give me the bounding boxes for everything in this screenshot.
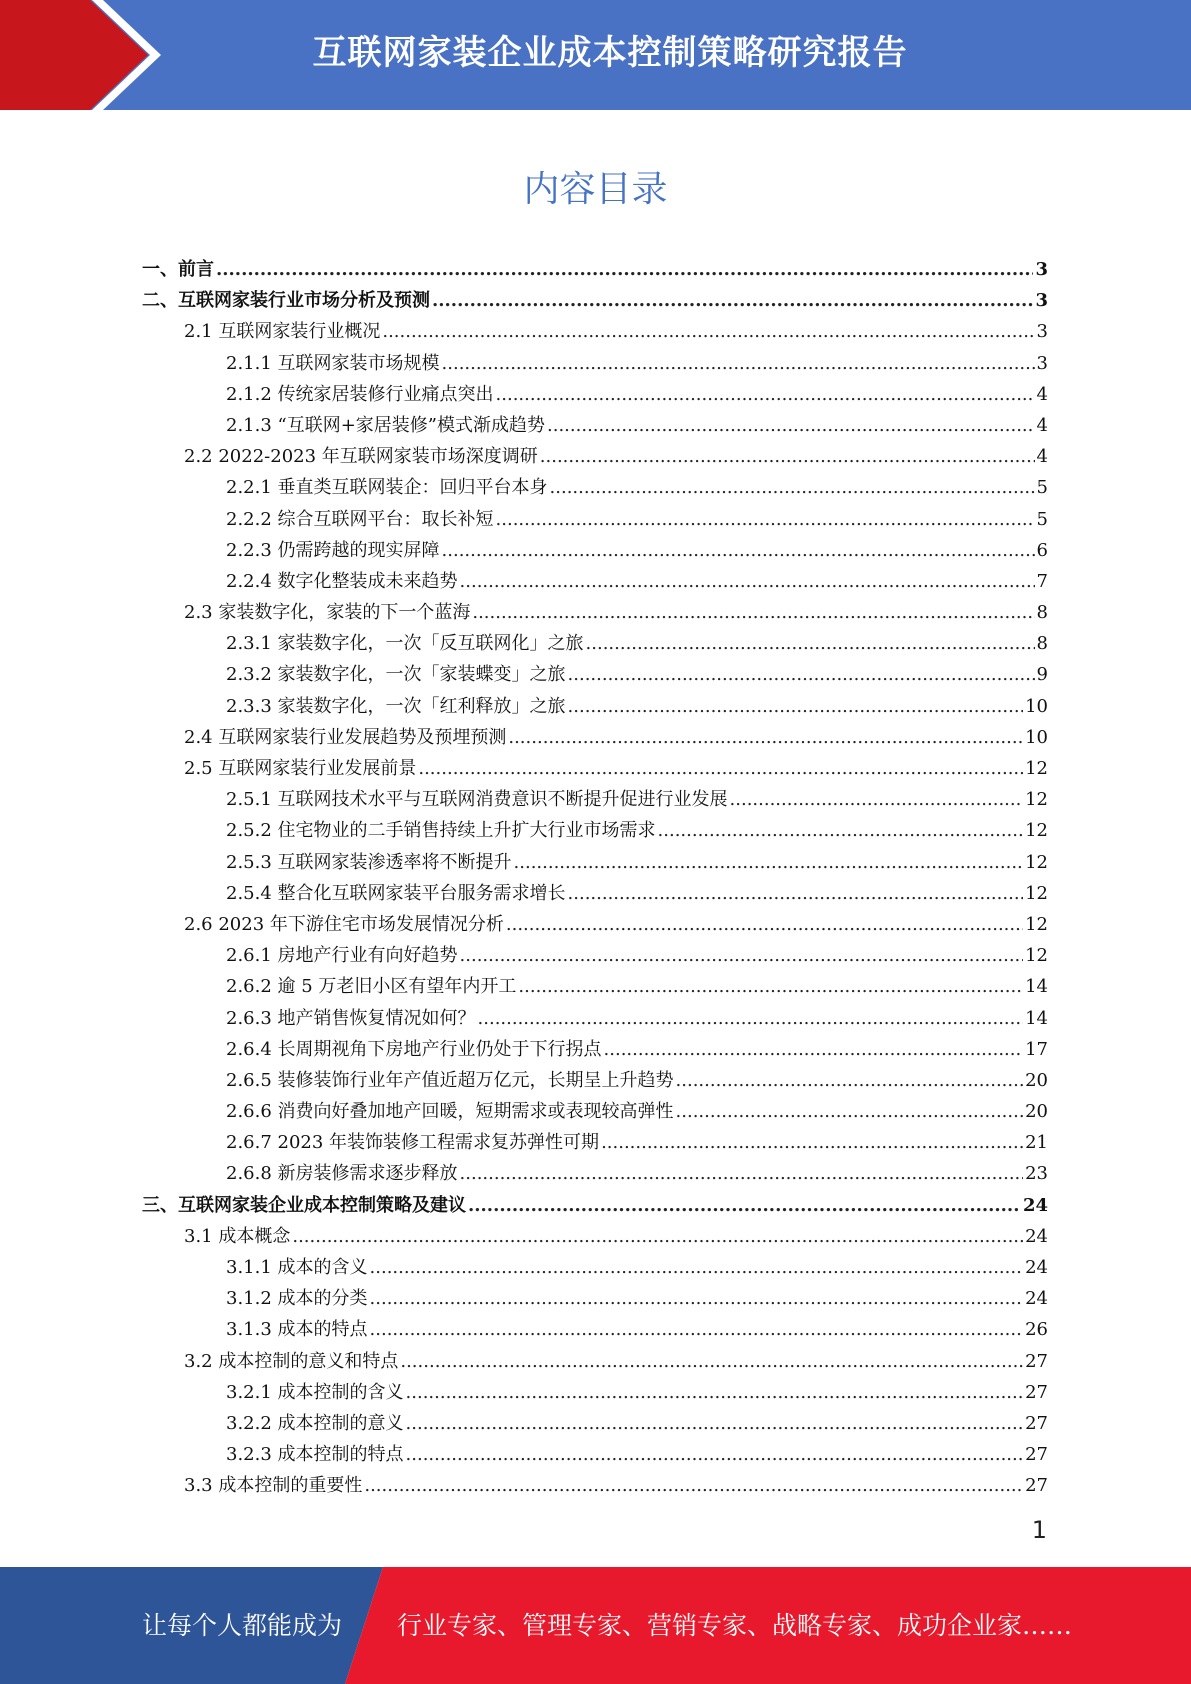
toc-entry-label: 2.1.3 “互联网+家居装修”模式渐成趋势	[226, 414, 546, 436]
toc-dot-leader	[292, 1221, 1023, 1252]
toc-entry-page: 3	[1035, 290, 1048, 312]
toc-entry[interactable]	[142, 254, 1048, 285]
toc-entry-page: 27	[1025, 1412, 1048, 1434]
toc-entry[interactable]	[142, 691, 1048, 722]
toc-dot-leader	[460, 940, 1024, 971]
toc-dot-leader	[442, 348, 1035, 379]
toc-entry-label: 2.5.2 住宅物业的二手销售持续上升扩大行业市场需求	[226, 820, 656, 842]
toc-entry[interactable]	[142, 1283, 1048, 1314]
toc-entry-label: 2.2.1 垂直类互联网装企：回归平台本身	[226, 477, 548, 499]
toc-entry-label: 2.6.5 装修装饰行业年产值近超万亿元，长期呈上升趋势	[226, 1069, 674, 1091]
toc-dot-leader	[442, 535, 1035, 566]
toc-dot-leader	[370, 1252, 1024, 1283]
toc-entry[interactable]	[142, 1346, 1048, 1377]
toc-dot-leader	[216, 254, 1033, 285]
toc-entry[interactable]	[142, 1096, 1048, 1127]
toc-entry[interactable]	[142, 1190, 1048, 1221]
toc-entry[interactable]	[142, 1065, 1048, 1096]
toc-entry-page: 10	[1025, 695, 1048, 717]
toc-entry-page: 4	[1036, 446, 1048, 468]
toc-entry-label: 2.6.2 逾 5 万老旧小区有望年内开工	[226, 976, 517, 998]
toc-entry-label: 2.4 互联网家装行业发展趋势及预埋预测	[184, 726, 507, 748]
toc-entry-label: 二、互联网家装行业市场分析及预测	[142, 290, 430, 312]
toc-dot-leader	[460, 1158, 1024, 1189]
header-band	[0, 0, 1191, 110]
toc-entry[interactable]	[142, 441, 1048, 472]
toc-entry[interactable]	[142, 1439, 1048, 1470]
toc-entry-label: 2.2 2022-2023 年互联网家装市场深度调研	[184, 446, 538, 468]
toc-entry[interactable]	[142, 753, 1048, 784]
toc-entry-page: 10	[1025, 726, 1048, 748]
toc-entry[interactable]	[142, 909, 1048, 940]
toc-entry-page: 3	[1035, 259, 1048, 280]
toc-entry[interactable]	[142, 348, 1048, 379]
toc-entry-label: 3.3 成本控制的重要性	[184, 1475, 363, 1497]
toc-entry-label: 2.3.1 家装数字化，一次「反互联网化」之旅	[226, 633, 584, 655]
toc-entry-page: 27	[1025, 1381, 1048, 1403]
toc-entry[interactable]	[142, 847, 1048, 878]
toc-entry-page: 8	[1036, 602, 1048, 624]
toc-dot-leader	[676, 1065, 1024, 1096]
toc-entry-label: 2.6.6 消费向好叠加地产回暖，短期需求或表现较高弹性	[226, 1101, 674, 1123]
toc-entry-label: 2.2.2 综合互联网平台：取长补短	[226, 508, 494, 530]
footer-band	[0, 1567, 1191, 1684]
toc-dot-leader	[568, 659, 1035, 690]
toc-entry[interactable]	[142, 1314, 1048, 1345]
toc-entry-page: 24	[1025, 1288, 1048, 1310]
toc-entry[interactable]	[142, 1158, 1048, 1189]
toc-dot-leader	[382, 316, 1034, 347]
toc-entry-label: 2.5 互联网家装行业发展前景	[184, 758, 417, 779]
toc-entry-page: 3	[1036, 352, 1048, 374]
toc-entry-page: 6	[1036, 539, 1048, 561]
toc-dot-leader	[658, 815, 1024, 846]
toc-entry-page: 4	[1036, 414, 1048, 436]
toc-dot-leader	[496, 379, 1035, 410]
toc-entry-page: 27	[1025, 1444, 1048, 1466]
toc-entry-page: 9	[1036, 664, 1048, 686]
toc-entry-label: 3.1.3 成本的特点	[226, 1319, 368, 1341]
toc-dot-leader	[514, 847, 1024, 878]
toc-entry[interactable]	[142, 535, 1048, 566]
toc-entry[interactable]	[142, 722, 1048, 753]
toc-entry-page: 12	[1025, 789, 1048, 811]
toc-dot-leader	[518, 971, 1023, 1002]
toc-dot-leader	[604, 1034, 1024, 1065]
toc-entry-label: 2.1 互联网家装行业概况	[184, 321, 381, 343]
toc-entry[interactable]	[142, 285, 1048, 316]
toc-dot-leader	[364, 1470, 1023, 1501]
toc-entry-page: 12	[1025, 758, 1048, 779]
toc-entry-page: 14	[1025, 976, 1048, 998]
toc-entry-label: 2.3.2 家装数字化，一次「家装蝶变」之旅	[226, 664, 566, 686]
toc-entry-page: 17	[1025, 1038, 1048, 1060]
toc-dot-leader	[460, 566, 1035, 597]
toc-entry[interactable]	[142, 971, 1048, 1002]
toc-entry-label: 3.2.3 成本控制的特点	[226, 1444, 404, 1466]
toc-entry[interactable]	[142, 1377, 1048, 1408]
toc-dot-leader	[496, 504, 1035, 535]
toc-entry-label: 2.1.1 互联网家装市场规模	[226, 352, 440, 374]
toc-entry-label: 3.1 成本概念	[184, 1225, 291, 1247]
toc-entry-label: 2.5.1 互联网技术水平与互联网消费意识不断提升促进行业发展	[226, 789, 728, 811]
toc-dot-leader	[568, 878, 1024, 909]
footer-slogan-left: 让每个人都能成为	[142, 1611, 343, 1640]
toc-entry-label: 2.6.3 地产销售恢复情况如何？	[226, 1007, 476, 1029]
toc-entry-page: 12	[1025, 882, 1048, 904]
toc-entry[interactable]	[142, 410, 1048, 441]
toc-entry[interactable]	[142, 566, 1048, 597]
toc-entry[interactable]	[142, 597, 1048, 628]
toc-entry-page: 21	[1025, 1132, 1048, 1154]
toc-entry-page: 12	[1025, 945, 1048, 967]
toc-entry-page: 27	[1025, 1350, 1048, 1372]
toc-heading: 内容目录	[523, 169, 668, 210]
toc-dot-leader	[406, 1408, 1024, 1439]
toc-entry[interactable]	[142, 472, 1048, 503]
toc-dot-leader	[432, 285, 1033, 316]
toc-entry-page: 24	[1022, 1194, 1048, 1216]
toc-dot-leader	[478, 1003, 1024, 1034]
toc-entry-label: 2.6.4 长周期视角下房地产行业仍处于下行拐点	[226, 1038, 602, 1060]
toc-entry[interactable]	[142, 940, 1048, 971]
toc-entry[interactable]	[142, 784, 1048, 815]
toc-entry-label: 3.2.2 成本控制的意义	[226, 1412, 404, 1434]
toc-dot-leader	[370, 1283, 1024, 1314]
toc-entry-label: 2.6.7 2023 年装饰装修工程需求复苏弹性可期	[226, 1132, 600, 1154]
toc-dot-leader	[550, 472, 1035, 503]
toc-dot-leader	[601, 1127, 1023, 1158]
toc-entry-label: 3.1.2 成本的分类	[226, 1288, 368, 1310]
page-number: 1	[1031, 1516, 1047, 1544]
toc-dot-leader	[406, 1439, 1024, 1470]
toc-dot-leader	[406, 1377, 1024, 1408]
toc-dot-leader	[418, 753, 1023, 784]
toc-entry-label: 2.3.3 家装数字化，一次「红利释放」之旅	[226, 695, 566, 717]
toc-dot-leader	[508, 722, 1023, 753]
toc-entry-page: 4	[1036, 383, 1048, 405]
toc-dot-leader	[506, 909, 1023, 940]
toc-entry[interactable]	[142, 815, 1048, 846]
table-of-contents	[142, 254, 1048, 1502]
toc-dot-leader	[468, 1190, 1021, 1221]
toc-entry-label: 一、前言	[142, 259, 214, 280]
toc-entry-label: 3.2 成本控制的意义和特点	[184, 1350, 399, 1372]
toc-entry[interactable]	[142, 1252, 1048, 1283]
toc-entry[interactable]	[142, 1003, 1048, 1034]
toc-entry-page: 24	[1025, 1257, 1048, 1278]
toc-entry-label: 2.6.8 新房装修需求逐步释放	[226, 1163, 458, 1185]
toc-entry-page: 5	[1036, 477, 1048, 499]
toc-entry[interactable]	[142, 316, 1048, 347]
toc-entry[interactable]	[142, 379, 1048, 410]
toc-entry-page: 7	[1036, 570, 1048, 592]
toc-entry[interactable]	[142, 1408, 1048, 1439]
toc-dot-leader	[676, 1096, 1024, 1127]
toc-entry-page: 12	[1025, 851, 1048, 873]
toc-entry-label: 2.2.3 仍需跨越的现实屏障	[226, 539, 440, 561]
footer-slogan-right: 行业专家、管理专家、营销专家、战略专家、成功企业家……	[397, 1611, 1073, 1640]
toc-dot-leader	[540, 441, 1035, 472]
toc-dot-leader	[547, 410, 1035, 441]
toc-entry-page: 12	[1025, 913, 1048, 935]
toc-dot-leader	[730, 784, 1024, 815]
toc-dot-leader	[586, 628, 1035, 659]
toc-dot-leader	[568, 691, 1024, 722]
toc-entry-label: 3.1.1 成本的含义	[226, 1257, 368, 1278]
toc-entry-page: 24	[1025, 1225, 1048, 1247]
toc-entry-page: 23	[1025, 1163, 1048, 1185]
toc-entry-page: 8	[1036, 633, 1048, 655]
toc-entry-page: 26	[1025, 1319, 1048, 1341]
toc-entry-page: 27	[1025, 1475, 1048, 1497]
toc-entry[interactable]	[142, 1470, 1048, 1501]
toc-entry-label: 2.6 2023 年下游住宅市场发展情况分析	[184, 913, 504, 935]
toc-dot-leader	[400, 1346, 1023, 1377]
toc-entry-label: 3.2.1 成本控制的含义	[226, 1381, 404, 1403]
toc-entry[interactable]	[142, 1127, 1048, 1158]
toc-entry-page: 14	[1025, 1007, 1048, 1029]
toc-entry-label: 2.2.4 数字化整装成未来趋势	[226, 570, 458, 592]
toc-entry[interactable]	[142, 628, 1048, 659]
toc-entry[interactable]	[142, 504, 1048, 535]
toc-entry-label: 2.5.4 整合化互联网家装平台服务需求增长	[226, 882, 566, 904]
toc-entry-page: 5	[1036, 508, 1048, 530]
toc-entry-page: 12	[1025, 820, 1048, 842]
toc-entry[interactable]	[142, 659, 1048, 690]
toc-entry-page: 3	[1036, 321, 1048, 343]
toc-entry-label: 2.5.3 互联网家装渗透率将不断提升	[226, 851, 512, 873]
toc-dot-leader	[370, 1314, 1024, 1345]
toc-entry-page: 20	[1025, 1069, 1048, 1091]
toc-entry[interactable]	[142, 878, 1048, 909]
toc-entry[interactable]	[142, 1221, 1048, 1252]
toc-entry-label: 2.6.1 房地产行业有向好趋势	[226, 945, 458, 967]
report-title: 互联网家装企业成本控制策略研究报告	[312, 33, 908, 73]
toc-dot-leader	[472, 597, 1034, 628]
toc-entry[interactable]	[142, 1034, 1048, 1065]
toc-entry-page: 20	[1025, 1101, 1048, 1123]
toc-entry-label: 三、互联网家装企业成本控制策略及建议	[142, 1194, 466, 1216]
toc-entry-label: 2.1.2 传统家居装修行业痛点突出	[226, 383, 494, 405]
toc-entry-label: 2.3 家装数字化，家装的下一个蓝海	[184, 602, 471, 624]
